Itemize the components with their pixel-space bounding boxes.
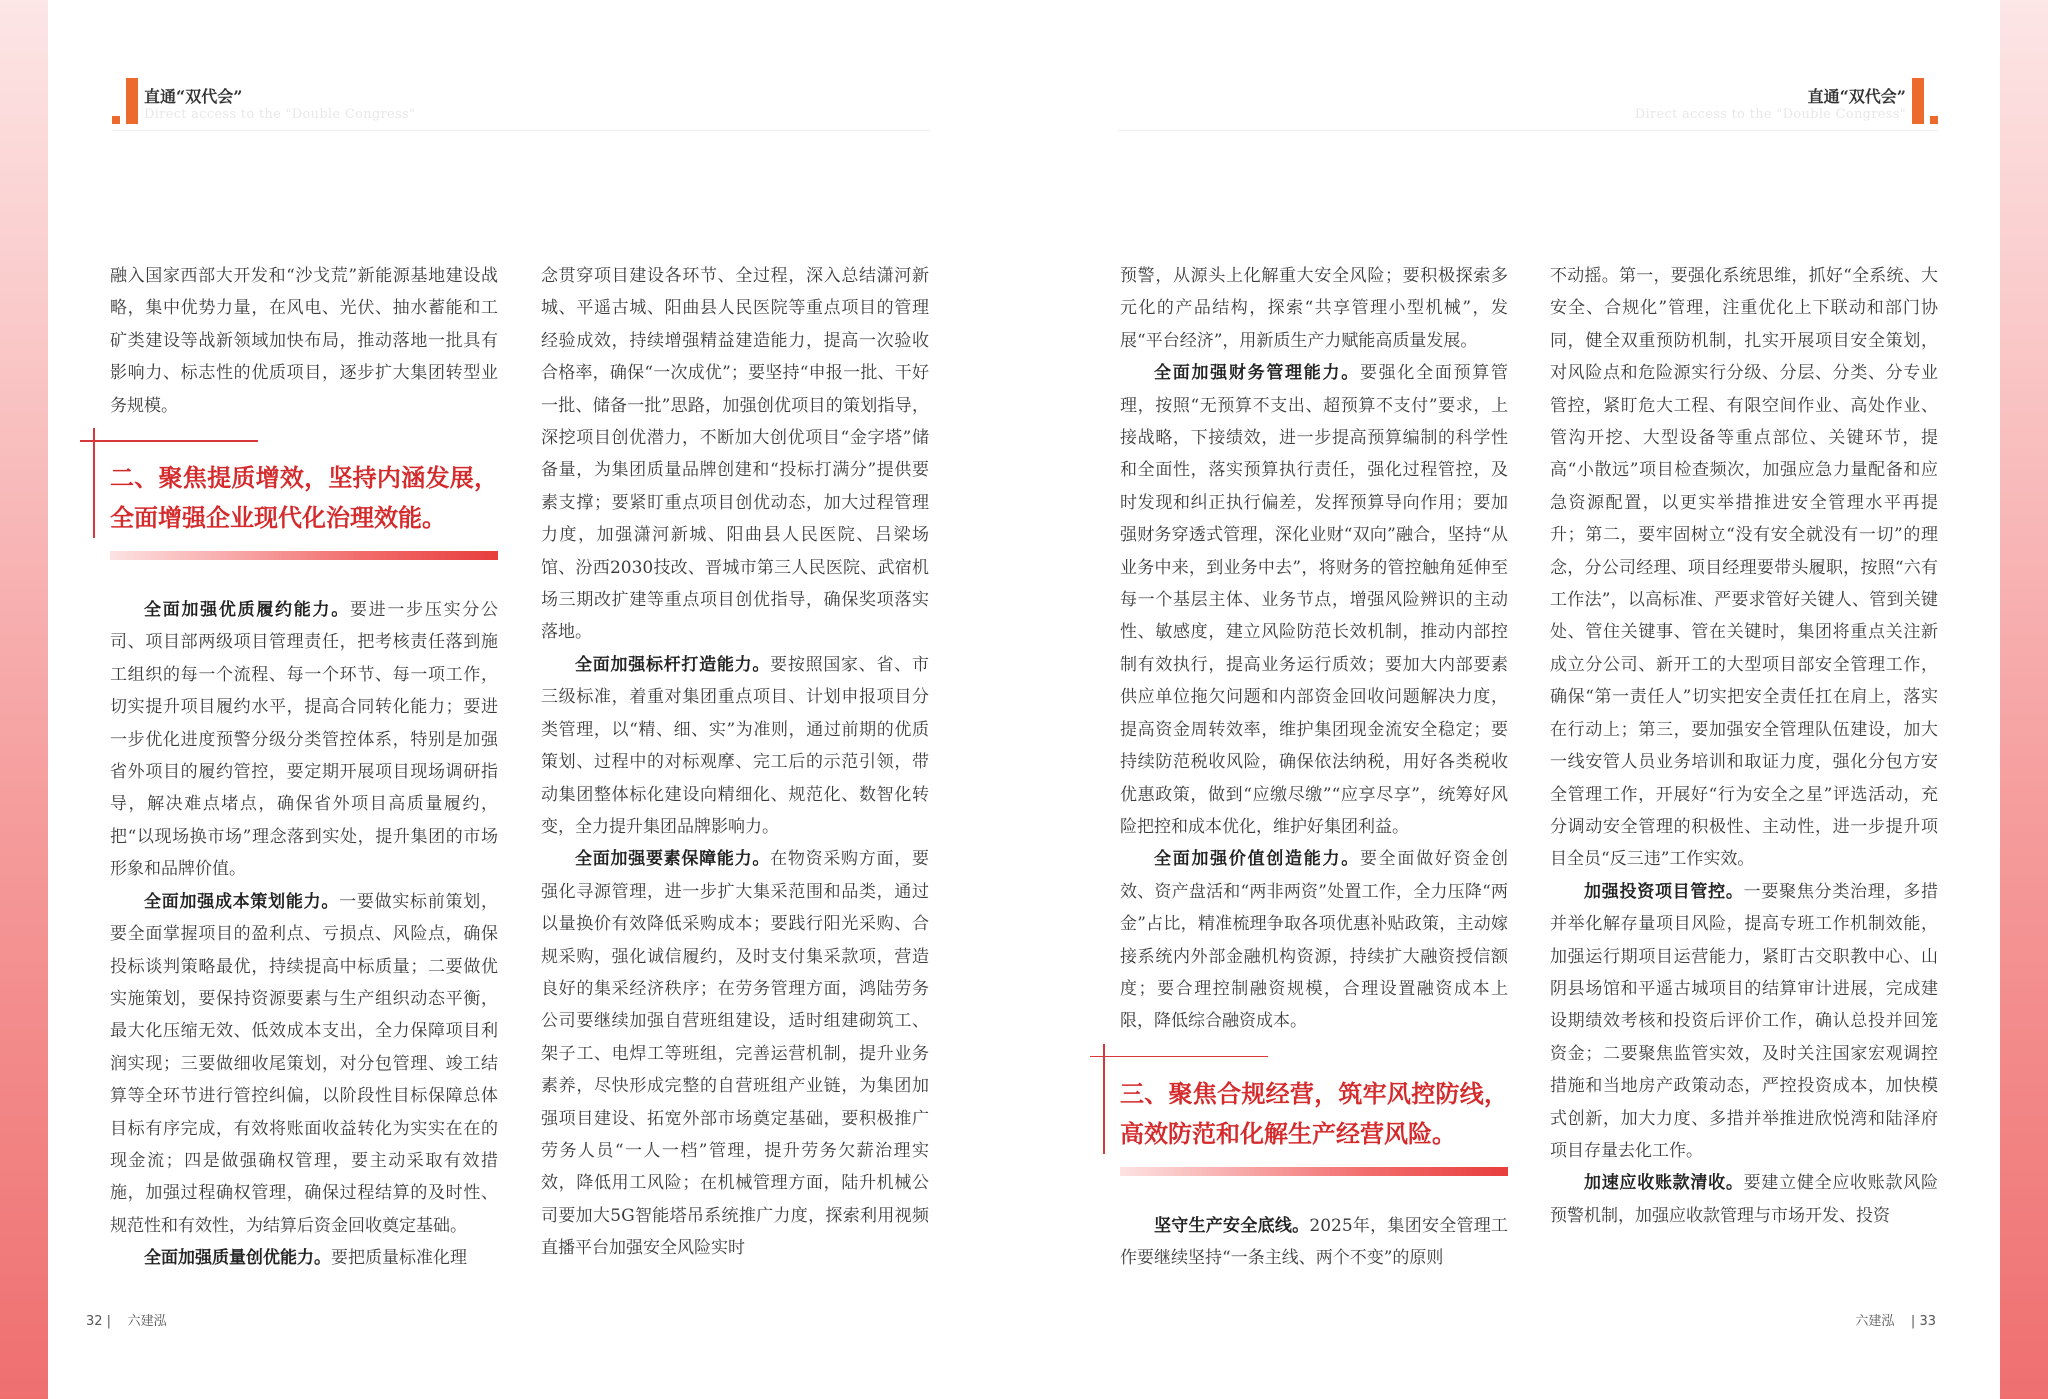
section-heading-3 (1120, 1056, 1508, 1176)
paragraph: 全面加强优质履约能力。要进一步压实分公司、项目部两级项目管理责任，把考核责任落到施工组织的每一个流程、每一个环节、每一项工作，切实提升项目履约水平，提高合同转化能力；要进一步优化进度预警分级分类管控体系，特别是加强省外项目的履约管控，要定期开展项目现场调研指导，解决难点堵点，确保省外项目高质量履约，把“以现场换市场”理念落到实处，提升集团的市场形象和品牌价值。 (110, 600, 499, 880)
paragraph-lead: 全面加强优质履约能力。 (144, 600, 350, 621)
paragraph: 坚守生产安全底线。2025年，集团安全管理工作要继续坚持“一条主线、两个不变”的原则 (1120, 1215, 1509, 1269)
paragraph-lead: 全面加强成本策划能力。 (144, 891, 340, 912)
paragraph: 全面加强财务管理能力。要强化全面预算管理，按照“无预算不支出、超预算不支付”要求，上接战略，下接绩效，进一步提高预算编制的科学性和全面性，落实预算执行责任，强化过程管控，及时发现和纠正执行偏差，发挥预算导向作用；要加强财务穿透式管理，深化业财“双向”融合，坚持“从业务中来，到业务中去”，将财务的管控触角延伸至每一个基层主体、业务节点，增强风险辨识的主动性、敏感度，建立风险防范长效机制，推动内部控制有效执行，提高业务运行质效；要加大内部要素供应单位拖欠问题和内部资金回收问题解决力度，提高资金周转效率，维护集团现金流安全稳定；要持续防范税收风险，确保依法纳税，用好各类税收优惠政策，做到“应缴尽缴”“应享尽享”，统筹好风险把控和成本优化，维护好集团利益。 (1120, 363, 1509, 837)
header-title-left: 直通“双代会” (144, 87, 243, 106)
paragraph: 加强投资项目管控。一要聚焦分类治理，多措并举化解存量项目风险，提高专班工作机制效能，加强运行期项目运营能力，紧盯古交职教中心、山阴县场馆和平遥古城项目的结算审计进展，完成建设期绩效考核和投资后评价工作，确认总投并回笼资金；二要聚焦监管实效，及时关注国家宏观调控措施和当地房产政策动态，严控投资成本，加快模式创新，加大力度、多措并举推进欣悦湾和陆泽府项目存量去化工作。 (1550, 881, 1939, 1161)
paragraph-lead: 全面加强标杆打造能力。 (575, 654, 771, 675)
section-heading-text: 三、聚焦合规经营，筑牢风控防线，高效防范和化解生产经营风险。 (1120, 1078, 1508, 1148)
paragraph-lead: 加强投资项目管控。 (1584, 881, 1744, 902)
paragraph-lead: 全面加强要素保障能力。 (575, 849, 771, 870)
page-number-right: 六建泓 | 33 (1855, 1314, 1936, 1329)
header-subtitle-left: Direct access to the "Double Congress" (144, 107, 416, 122)
paragraph-lead: 全面加强质量创优能力。 (144, 1248, 331, 1269)
section-heading-bar (110, 551, 498, 560)
paragraph-lead: 坚守生产安全底线。 (1154, 1215, 1310, 1236)
paragraph: 全面加强要素保障能力。在物资采购方面，要强化寻源管理，进一步扩大集采范围和品类，通过以量换价有效降低采购成本；要践行阳光采购、合规采购，强化诚信履约，及时支付集采款项，营造良好的集采经济秩序；在劳务管理方面，鸿陆劳务公司要继续加强自营班组建设，适时组建砌筑工、架子工、电焊工等班组，完善运营机制，提升业务素养，尽快形成完整的自营班组产业链，为集团加强项目建设、拓宽外部市场奠定基础，要积极推广劳务人员“一人一档”管理，提升劳务欠薪治理实效，降低用工风险；在机械管理方面，陆升机械公司要加大5G智能塔吊系统推广力度，探索利用视频直播平台加强安全风险实时 (541, 849, 930, 1259)
page-edge-right (2000, 0, 2048, 1399)
paragraph-lead: 加速应收账款清收。 (1584, 1173, 1744, 1194)
paragraph: 全面加强价值创造能力。要全面做好资金创效、资产盘活和“两非两资”处置工作，全力压降“两金”占比，精准梳理争取各项优惠补贴政策，主动嫁接系统内外部金融机构资源，持续扩大融资授信额度；要合理控制融资规模，合理设置融资成本上限，降低综合融资成本。 (1120, 849, 1509, 1032)
paragraph: 念贯穿项目建设各环节、全过程，深入总结潇河新城、平遥古城、阳曲县人民医院等重点项目的管理经验成效，持续增强精益建造能力，提高一次验收合格率，确保“一次成优”；要坚持“申报一批、干好一批、储备一批”思路，加强创优项目的策划指导，深挖项目创优潜力，不断加大创优项目“金字塔”储备量，为集团质量品牌创建和“投标打满分”提供要素支撑；要紧盯重点项目创优动态，加大过程管理力度，加强潇河新城、阳曲县人民医院、吕梁场馆、汾西2030技改、晋城市第三人民医院、武宿机场三期改扩建等重点项目创优指导，确保奖项落实落地。 (541, 266, 929, 643)
header-right (1118, 78, 1938, 128)
header-rule-right (1118, 130, 1938, 131)
page-number-left: 32 | 六建泓 (86, 1314, 167, 1329)
paragraph-lead: 全面加强财务管理能力。 (1154, 363, 1360, 384)
header-left (112, 78, 930, 128)
text-column-2 (541, 260, 929, 1265)
section-heading-2 (110, 440, 498, 560)
header-rule-left (112, 130, 930, 131)
paragraph: 不动摇。第一，要强化系统思维，抓好“全系统、大安全、合规化”管理，注重优化上下联动和部门协同，健全双重预防机制，扎实开展项目安全策划，对风险点和危险源实行分级、分层、分类、分专业管控，紧盯危大工程、有限空间作业、高处作业、管沟开挖、大型设备等重点部位、关键环节，提高“小散远”项目检查频次，加强应急力量配备和应急资源配置，以更实举措推进安全管理水平再提升；第二，要牢固树立“没有安全就没有一切”的理念，分公司经理、项目经理要带头履职，按照“六有工作法”，以高标准、严要求管好关键人、管到关键处、管住关键事、管在关键时，集团将重点关注新成立分公司、新开工的大型项目部安全管理工作，确保“第一责任人”切实把安全责任扛在肩上，落实在行动上；第三，要加强安全管理队伍建设，加大一线安管人员业务培训和取证力度，强化分包方安全管理工作，开展好“行为安全之星”评选活动，充分调动安全管理的积极性、主动性，进一步提升项目全员“反三违”工作实效。 (1550, 266, 1938, 870)
page-edge-left (0, 0, 48, 1399)
text-column-4 (1550, 260, 1938, 1232)
paragraph: 加速应收账款清收。要建立健全应收账款风险预警机制，加强应收款管理与市场开发、投资 (1550, 1173, 1939, 1226)
paragraph: 融入国家西部大开发和“沙戈荒”新能源基地建设战略，集中优势力量，在风电、光伏、抽水蓄能和工矿类建设等战新领域加快布局，推动落地一批具有影响力、标志性的优质项目，逐步扩大集团转型业务规模。 (110, 266, 498, 416)
paragraph: 全面加强成本策划能力。一要做实标前策划，要全面掌握项目的盈利点、亏损点、风险点，确保投标谈判策略最优，持续提高中标质量；二要做优实施策划，要保持资源要素与生产组织动态平衡，最大化压缩无效、低效成本支出，全力保障项目利润实现；三要做细收尾策划，对分包管理、竣工结算等全环节进行管控纠偏，以阶段性目标保障总体目标有序完成，有效将账面收益转化为实实在在的现金流；四是做强确权管理，要主动采取有效措施，加强过程确权管理，确保过程结算的及时性、规范性和有效性，为结算后资金回收奠定基础。 (110, 891, 499, 1236)
paragraph-lead: 全面加强价值创造能力。 (1154, 849, 1360, 870)
paragraph: 全面加强标杆打造能力。要按照国家、省、市三级标准，着重对集团重点项目、计划申报项目分类管理，以“精、细、实”为准则，通过前期的优质策划、过程中的对标观摩、完工后的示范引领，带动集团整体标化建设向精细化、规范化、数智化转变，全力提升集团品牌影响力。 (541, 654, 930, 837)
paragraph: 预警，从源头上化解重大安全风险；要积极探索多元化的产品结构，探索“共享管理小型机械”，发展“平台经济”，用新质生产力赋能高质量发展。 (1120, 266, 1508, 351)
header-subtitle-right: Direct access to the "Double Congress" (1634, 107, 1906, 122)
text-column-1 (110, 260, 498, 1275)
text-column-3 (1120, 260, 1508, 1275)
header-title-right: 直通“双代会” (1807, 87, 1906, 106)
section-heading-bar (1120, 1167, 1508, 1176)
paragraph: 全面加强质量创优能力。要把质量标准化理 (144, 1248, 467, 1269)
section-heading-text: 二、聚焦提质增效，坚持内涵发展，全面增强企业现代化治理效能。 (110, 463, 498, 533)
